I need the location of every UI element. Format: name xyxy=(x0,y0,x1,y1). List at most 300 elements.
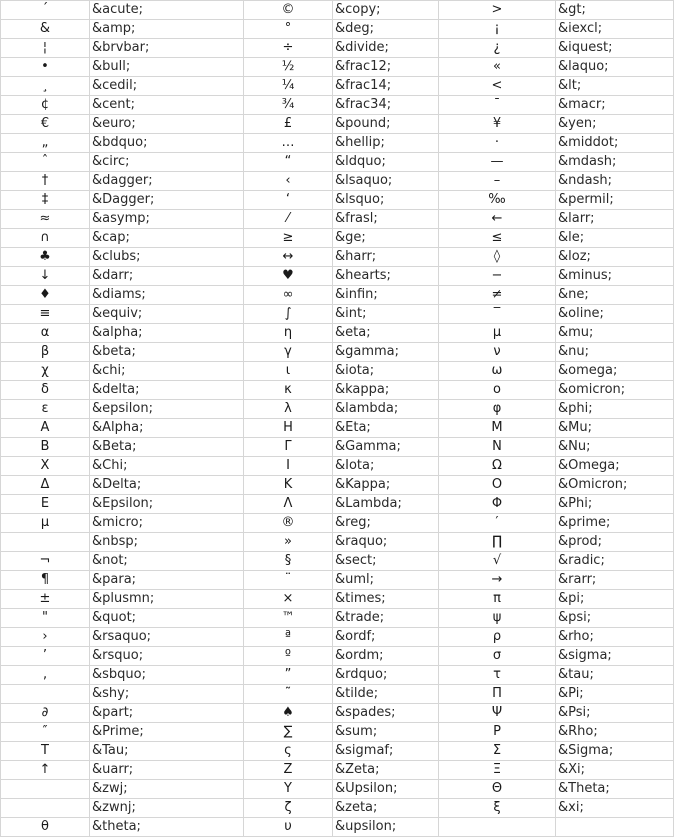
entity-code: &euro; xyxy=(90,115,244,134)
entity-code: &Psi; xyxy=(556,704,674,723)
table-row xyxy=(1,39,674,58)
entity-code: &Theta; xyxy=(556,780,674,799)
entity-code: &Delta; xyxy=(90,476,244,495)
entity-symbol: ® xyxy=(244,514,333,533)
entity-symbol: ↓ xyxy=(1,267,90,286)
table-row xyxy=(1,685,674,704)
entity-symbol: ∑ xyxy=(244,723,333,742)
entity-symbol: ‡ xyxy=(1,191,90,210)
entity-symbol: ι xyxy=(244,362,333,381)
entity-symbol: Φ xyxy=(439,495,556,514)
entity-code: &uml; xyxy=(333,571,439,590)
entity-symbol: → xyxy=(439,571,556,590)
entity-code: &larr; xyxy=(556,210,674,229)
entity-symbol: › xyxy=(1,628,90,647)
table-row xyxy=(1,153,674,172)
entity-symbol: º xyxy=(244,647,333,666)
entity-symbol: ≤ xyxy=(439,229,556,248)
entity-symbol: υ xyxy=(244,818,333,837)
entity-code: &Upsilon; xyxy=(333,780,439,799)
entity-symbol: ˆ xyxy=(1,153,90,172)
entity-symbol: Τ xyxy=(1,742,90,761)
table-row xyxy=(1,647,674,666)
entity-symbol: ς xyxy=(244,742,333,761)
entity-symbol: τ xyxy=(439,666,556,685)
entity-code: &micro; xyxy=(90,514,244,533)
entity-symbol xyxy=(439,818,556,837)
entity-code: &alpha; xyxy=(90,324,244,343)
entity-symbol: λ xyxy=(244,400,333,419)
entity-symbol xyxy=(1,780,90,799)
entity-symbol: ’ xyxy=(1,647,90,666)
entity-symbol: ν xyxy=(439,343,556,362)
table-row xyxy=(1,495,674,514)
entity-code: &Alpha; xyxy=(90,419,244,438)
table-row xyxy=(1,362,674,381)
entity-code: &circ; xyxy=(90,153,244,172)
entity-symbol: · xyxy=(439,134,556,153)
table-row xyxy=(1,704,674,723)
entity-symbol: Ψ xyxy=(439,704,556,723)
entity-code: &deg; xyxy=(333,20,439,39)
entity-symbol: » xyxy=(244,533,333,552)
table-row xyxy=(1,571,674,590)
entity-code: &amp; xyxy=(90,20,244,39)
entity-symbol: θ xyxy=(1,818,90,837)
table-row xyxy=(1,476,674,495)
entity-symbol: Γ xyxy=(244,438,333,457)
entity-code: &prime; xyxy=(556,514,674,533)
entity-symbol: Δ xyxy=(1,476,90,495)
entity-symbol: Ω xyxy=(439,457,556,476)
entity-symbol: ˜ xyxy=(244,685,333,704)
entity-symbol: ♦ xyxy=(1,286,90,305)
entity-code: &spades; xyxy=(333,704,439,723)
entity-code: &diams; xyxy=(90,286,244,305)
entity-symbol: ¨ xyxy=(244,571,333,590)
entity-code: &Kappa; xyxy=(333,476,439,495)
entity-code: &harr; xyxy=(333,248,439,267)
entity-code: &frac12; xyxy=(333,58,439,77)
entity-symbol: ∩ xyxy=(1,229,90,248)
table-row xyxy=(1,609,674,628)
table-row xyxy=(1,305,674,324)
table-row xyxy=(1,799,674,818)
entity-symbol: Ν xyxy=(439,438,556,457)
entity-symbol: ¢ xyxy=(1,96,90,115)
entity-symbol: ¸ xyxy=(1,77,90,96)
entity-symbol: † xyxy=(1,172,90,191)
entity-symbol: σ xyxy=(439,647,556,666)
table-row xyxy=(1,552,674,571)
table-row xyxy=(1,628,674,647)
entity-code: &Omicron; xyxy=(556,476,674,495)
entity-code: &omicron; xyxy=(556,381,674,400)
entity-code: &sigmaf; xyxy=(333,742,439,761)
entity-symbol: √ xyxy=(439,552,556,571)
entity-code: &delta; xyxy=(90,381,244,400)
entity-symbol: ζ xyxy=(244,799,333,818)
table-row xyxy=(1,172,674,191)
entity-code: &dagger; xyxy=(90,172,244,191)
entity-code: &cent; xyxy=(90,96,244,115)
entity-symbol: ◊ xyxy=(439,248,556,267)
entity-symbol: β xyxy=(1,343,90,362)
entity-code: &darr; xyxy=(90,267,244,286)
entity-code: &equiv; xyxy=(90,305,244,324)
entity-symbol: ′ xyxy=(439,514,556,533)
entity-code: &gt; xyxy=(556,1,674,20)
entity-symbol: ≥ xyxy=(244,229,333,248)
entity-symbol: Θ xyxy=(439,780,556,799)
table-row xyxy=(1,761,674,780)
entity-code: &frac34; xyxy=(333,96,439,115)
entity-symbol: ¬ xyxy=(1,552,90,571)
entity-code: &times; xyxy=(333,590,439,609)
entity-symbol: & xyxy=(1,20,90,39)
entity-symbol: © xyxy=(244,1,333,20)
entity-code: &nbsp; xyxy=(90,533,244,552)
entity-code: &Iota; xyxy=(333,457,439,476)
entity-code: &frac14; xyxy=(333,77,439,96)
entity-code: &plusmn; xyxy=(90,590,244,609)
entity-code: &rsaquo; xyxy=(90,628,244,647)
entity-symbol: ” xyxy=(244,666,333,685)
entity-symbol: ‹ xyxy=(244,172,333,191)
entity-symbol: ξ xyxy=(439,799,556,818)
entity-code: &sum; xyxy=(333,723,439,742)
entity-symbol: ª xyxy=(244,628,333,647)
entity-code: &Rho; xyxy=(556,723,674,742)
entity-symbol: ← xyxy=(439,210,556,229)
table-row xyxy=(1,115,674,134)
entity-symbol: ψ xyxy=(439,609,556,628)
entity-code: &not; xyxy=(90,552,244,571)
entity-symbol: ω xyxy=(439,362,556,381)
entity-symbol: ≠ xyxy=(439,286,556,305)
entity-symbol: ¶ xyxy=(1,571,90,590)
entity-code: &tilde; xyxy=(333,685,439,704)
entity-symbol: … xyxy=(244,134,333,153)
entity-code: &acute; xyxy=(90,1,244,20)
entity-symbol: χ xyxy=(1,362,90,381)
entity-symbol: Ι xyxy=(244,457,333,476)
entity-symbol: Η xyxy=(244,419,333,438)
table-row xyxy=(1,134,674,153)
entity-code: &hellip; xyxy=(333,134,439,153)
table-row xyxy=(1,267,674,286)
table-row xyxy=(1,400,674,419)
entity-symbol: ↑ xyxy=(1,761,90,780)
table-row xyxy=(1,457,674,476)
entity-symbol: " xyxy=(1,609,90,628)
entity-code: &omega; xyxy=(556,362,674,381)
entity-symbol: γ xyxy=(244,343,333,362)
entity-code: &rho; xyxy=(556,628,674,647)
entity-code: &raquo; xyxy=(333,533,439,552)
table-row xyxy=(1,191,674,210)
entity-code: &Epsilon; xyxy=(90,495,244,514)
entity-code: &le; xyxy=(556,229,674,248)
entity-code: &asymp; xyxy=(90,210,244,229)
entity-code: &reg; xyxy=(333,514,439,533)
entity-symbol: Ξ xyxy=(439,761,556,780)
entity-symbol: ♣ xyxy=(1,248,90,267)
entity-symbol: ‾ xyxy=(439,305,556,324)
entity-code: &Beta; xyxy=(90,438,244,457)
entity-symbol xyxy=(1,533,90,552)
entity-symbol: ¦ xyxy=(1,39,90,58)
entity-code: &beta; xyxy=(90,343,244,362)
entity-code: &mu; xyxy=(556,324,674,343)
entity-symbol: ÷ xyxy=(244,39,333,58)
entity-code: &rsquo; xyxy=(90,647,244,666)
entity-code: &minus; xyxy=(556,267,674,286)
entity-code: &macr; xyxy=(556,96,674,115)
entity-code: &Gamma; xyxy=(333,438,439,457)
entity-code: &pound; xyxy=(333,115,439,134)
entity-code: &ge; xyxy=(333,229,439,248)
entity-code: &sbquo; xyxy=(90,666,244,685)
table-row xyxy=(1,723,674,742)
entity-code: &cap; xyxy=(90,229,244,248)
table-row xyxy=(1,514,674,533)
entity-code: &tau; xyxy=(556,666,674,685)
entity-symbol xyxy=(1,799,90,818)
table-row xyxy=(1,248,674,267)
entity-code: &bdquo; xyxy=(90,134,244,153)
entity-code: &mdash; xyxy=(556,153,674,172)
table-row xyxy=(1,20,674,39)
table-row xyxy=(1,780,674,799)
entity-symbol: ‰ xyxy=(439,191,556,210)
entity-symbol: ± xyxy=(1,590,90,609)
entity-symbol: ♥ xyxy=(244,267,333,286)
entity-symbol: ε xyxy=(1,400,90,419)
table-row xyxy=(1,210,674,229)
entity-code: &frasl; xyxy=(333,210,439,229)
entity-symbol: Α xyxy=(1,419,90,438)
entity-code: &zeta; xyxy=(333,799,439,818)
entity-code: &pi; xyxy=(556,590,674,609)
entity-code: &ndash; xyxy=(556,172,674,191)
entity-code: &part; xyxy=(90,704,244,723)
entity-symbol: Υ xyxy=(244,780,333,799)
entity-symbol xyxy=(1,685,90,704)
entity-code: &bull; xyxy=(90,58,244,77)
entity-symbol: < xyxy=(439,77,556,96)
entity-code: &epsilon; xyxy=(90,400,244,419)
entity-symbol: ™ xyxy=(244,609,333,628)
table-row xyxy=(1,438,674,457)
entity-symbol: π xyxy=(439,590,556,609)
entity-symbol: “ xyxy=(244,153,333,172)
table-row xyxy=(1,419,674,438)
entity-symbol: ≈ xyxy=(1,210,90,229)
entity-symbol: „ xyxy=(1,134,90,153)
entity-code: &phi; xyxy=(556,400,674,419)
entity-code: &laquo; xyxy=(556,58,674,77)
entity-code: &Dagger; xyxy=(90,191,244,210)
table-row xyxy=(1,229,674,248)
entity-code: &psi; xyxy=(556,609,674,628)
table-row xyxy=(1,1,674,20)
entity-symbol: − xyxy=(439,267,556,286)
entity-code: &lsquo; xyxy=(333,191,439,210)
entity-code: &quot; xyxy=(90,609,244,628)
entity-code: &iquest; xyxy=(556,39,674,58)
entity-code: &hearts; xyxy=(333,267,439,286)
table-row xyxy=(1,286,674,305)
entity-symbol: κ xyxy=(244,381,333,400)
entity-symbol: Ε xyxy=(1,495,90,514)
entity-code: &iexcl; xyxy=(556,20,674,39)
entity-code: &Prime; xyxy=(90,723,244,742)
entity-code: &Chi; xyxy=(90,457,244,476)
entity-code: &ne; xyxy=(556,286,674,305)
entity-code: &theta; xyxy=(90,818,244,837)
entity-code: &Eta; xyxy=(333,419,439,438)
entity-symbol: ‚ xyxy=(1,666,90,685)
entity-symbol: ‘ xyxy=(244,191,333,210)
entity-symbol: ∫ xyxy=(244,305,333,324)
entity-code: &middot; xyxy=(556,134,674,153)
entity-symbol: δ xyxy=(1,381,90,400)
entity-code: &yen; xyxy=(556,115,674,134)
entity-code: &Zeta; xyxy=(333,761,439,780)
entity-code: &ldquo; xyxy=(333,153,439,172)
entity-code: &eta; xyxy=(333,324,439,343)
table-row xyxy=(1,96,674,115)
entity-code: &nu; xyxy=(556,343,674,362)
entity-symbol: € xyxy=(1,115,90,134)
table-row xyxy=(1,742,674,761)
entity-symbol: Χ xyxy=(1,457,90,476)
entity-code: &infin; xyxy=(333,286,439,305)
entity-symbol: ° xyxy=(244,20,333,39)
entity-code: &sect; xyxy=(333,552,439,571)
entity-code: &Lambda; xyxy=(333,495,439,514)
entity-code: &oline; xyxy=(556,305,674,324)
entity-code: &Sigma; xyxy=(556,742,674,761)
table-row xyxy=(1,818,674,837)
entity-symbol: ≡ xyxy=(1,305,90,324)
table-row xyxy=(1,324,674,343)
entity-code: &sigma; xyxy=(556,647,674,666)
entity-symbol: Π xyxy=(439,685,556,704)
entity-symbol: ´ xyxy=(1,1,90,20)
entity-symbol: ο xyxy=(439,381,556,400)
entity-code: &lambda; xyxy=(333,400,439,419)
entity-code: &int; xyxy=(333,305,439,324)
entity-code: &rdquo; xyxy=(333,666,439,685)
entity-symbol: § xyxy=(244,552,333,571)
entity-code: &lsaquo; xyxy=(333,172,439,191)
entity-code: &lt; xyxy=(556,77,674,96)
entity-symbol: > xyxy=(439,1,556,20)
entity-code: &zwj; xyxy=(90,780,244,799)
entity-symbol: • xyxy=(1,58,90,77)
entity-symbol: ½ xyxy=(244,58,333,77)
entity-symbol: Κ xyxy=(244,476,333,495)
entity-code: &brvbar; xyxy=(90,39,244,58)
entity-code: &loz; xyxy=(556,248,674,267)
entity-code: &prod; xyxy=(556,533,674,552)
entity-code: &copy; xyxy=(333,1,439,20)
entity-code: &uarr; xyxy=(90,761,244,780)
entity-code: &Tau; xyxy=(90,742,244,761)
entity-code: &ordm; xyxy=(333,647,439,666)
entity-code: &rarr; xyxy=(556,571,674,590)
table-row xyxy=(1,381,674,400)
entity-symbol: ∂ xyxy=(1,704,90,723)
entity-code: &chi; xyxy=(90,362,244,381)
table-row xyxy=(1,77,674,96)
entity-symbol: φ xyxy=(439,400,556,419)
entity-code: &gamma; xyxy=(333,343,439,362)
entity-symbol: – xyxy=(439,172,556,191)
entity-code: &kappa; xyxy=(333,381,439,400)
entity-code: &trade; xyxy=(333,609,439,628)
entity-code: &clubs; xyxy=(90,248,244,267)
entity-code: &upsilon; xyxy=(333,818,439,837)
table-row xyxy=(1,533,674,552)
entity-symbol: Μ xyxy=(439,419,556,438)
entity-symbol: ↔ xyxy=(244,248,333,267)
entity-symbol: × xyxy=(244,590,333,609)
entity-symbol: ∞ xyxy=(244,286,333,305)
entity-table-body xyxy=(1,1,674,837)
entity-code: &Pi; xyxy=(556,685,674,704)
entity-code: &xi; xyxy=(556,799,674,818)
entity-symbol: µ xyxy=(1,514,90,533)
table-row xyxy=(1,343,674,362)
entity-symbol: Ο xyxy=(439,476,556,495)
entity-code: &Nu; xyxy=(556,438,674,457)
entity-code: &Xi; xyxy=(556,761,674,780)
entity-code xyxy=(556,818,674,837)
entity-symbol: ¡ xyxy=(439,20,556,39)
entity-symbol: α xyxy=(1,324,90,343)
entity-symbol: Β xyxy=(1,438,90,457)
entity-symbol: ¾ xyxy=(244,96,333,115)
entity-symbol: η xyxy=(244,324,333,343)
entity-code: &permil; xyxy=(556,191,674,210)
entity-symbol: ♠ xyxy=(244,704,333,723)
entity-code: &zwnj; xyxy=(90,799,244,818)
entity-symbol: ″ xyxy=(1,723,90,742)
entity-symbol: Ρ xyxy=(439,723,556,742)
entity-code: &Mu; xyxy=(556,419,674,438)
entity-symbol: ¼ xyxy=(244,77,333,96)
entity-symbol: ⁄ xyxy=(244,210,333,229)
entity-code: &Omega; xyxy=(556,457,674,476)
entity-code: &shy; xyxy=(90,685,244,704)
entity-symbol: Λ xyxy=(244,495,333,514)
entity-code: &radic; xyxy=(556,552,674,571)
table-row xyxy=(1,666,674,685)
entity-code: &iota; xyxy=(333,362,439,381)
table-row xyxy=(1,58,674,77)
entity-symbol: ∏ xyxy=(439,533,556,552)
entity-symbol: £ xyxy=(244,115,333,134)
entity-symbol: Ζ xyxy=(244,761,333,780)
entity-symbol: μ xyxy=(439,324,556,343)
entity-symbol: Σ xyxy=(439,742,556,761)
entity-code: &cedil; xyxy=(90,77,244,96)
entity-symbol: « xyxy=(439,58,556,77)
entity-code: &Phi; xyxy=(556,495,674,514)
